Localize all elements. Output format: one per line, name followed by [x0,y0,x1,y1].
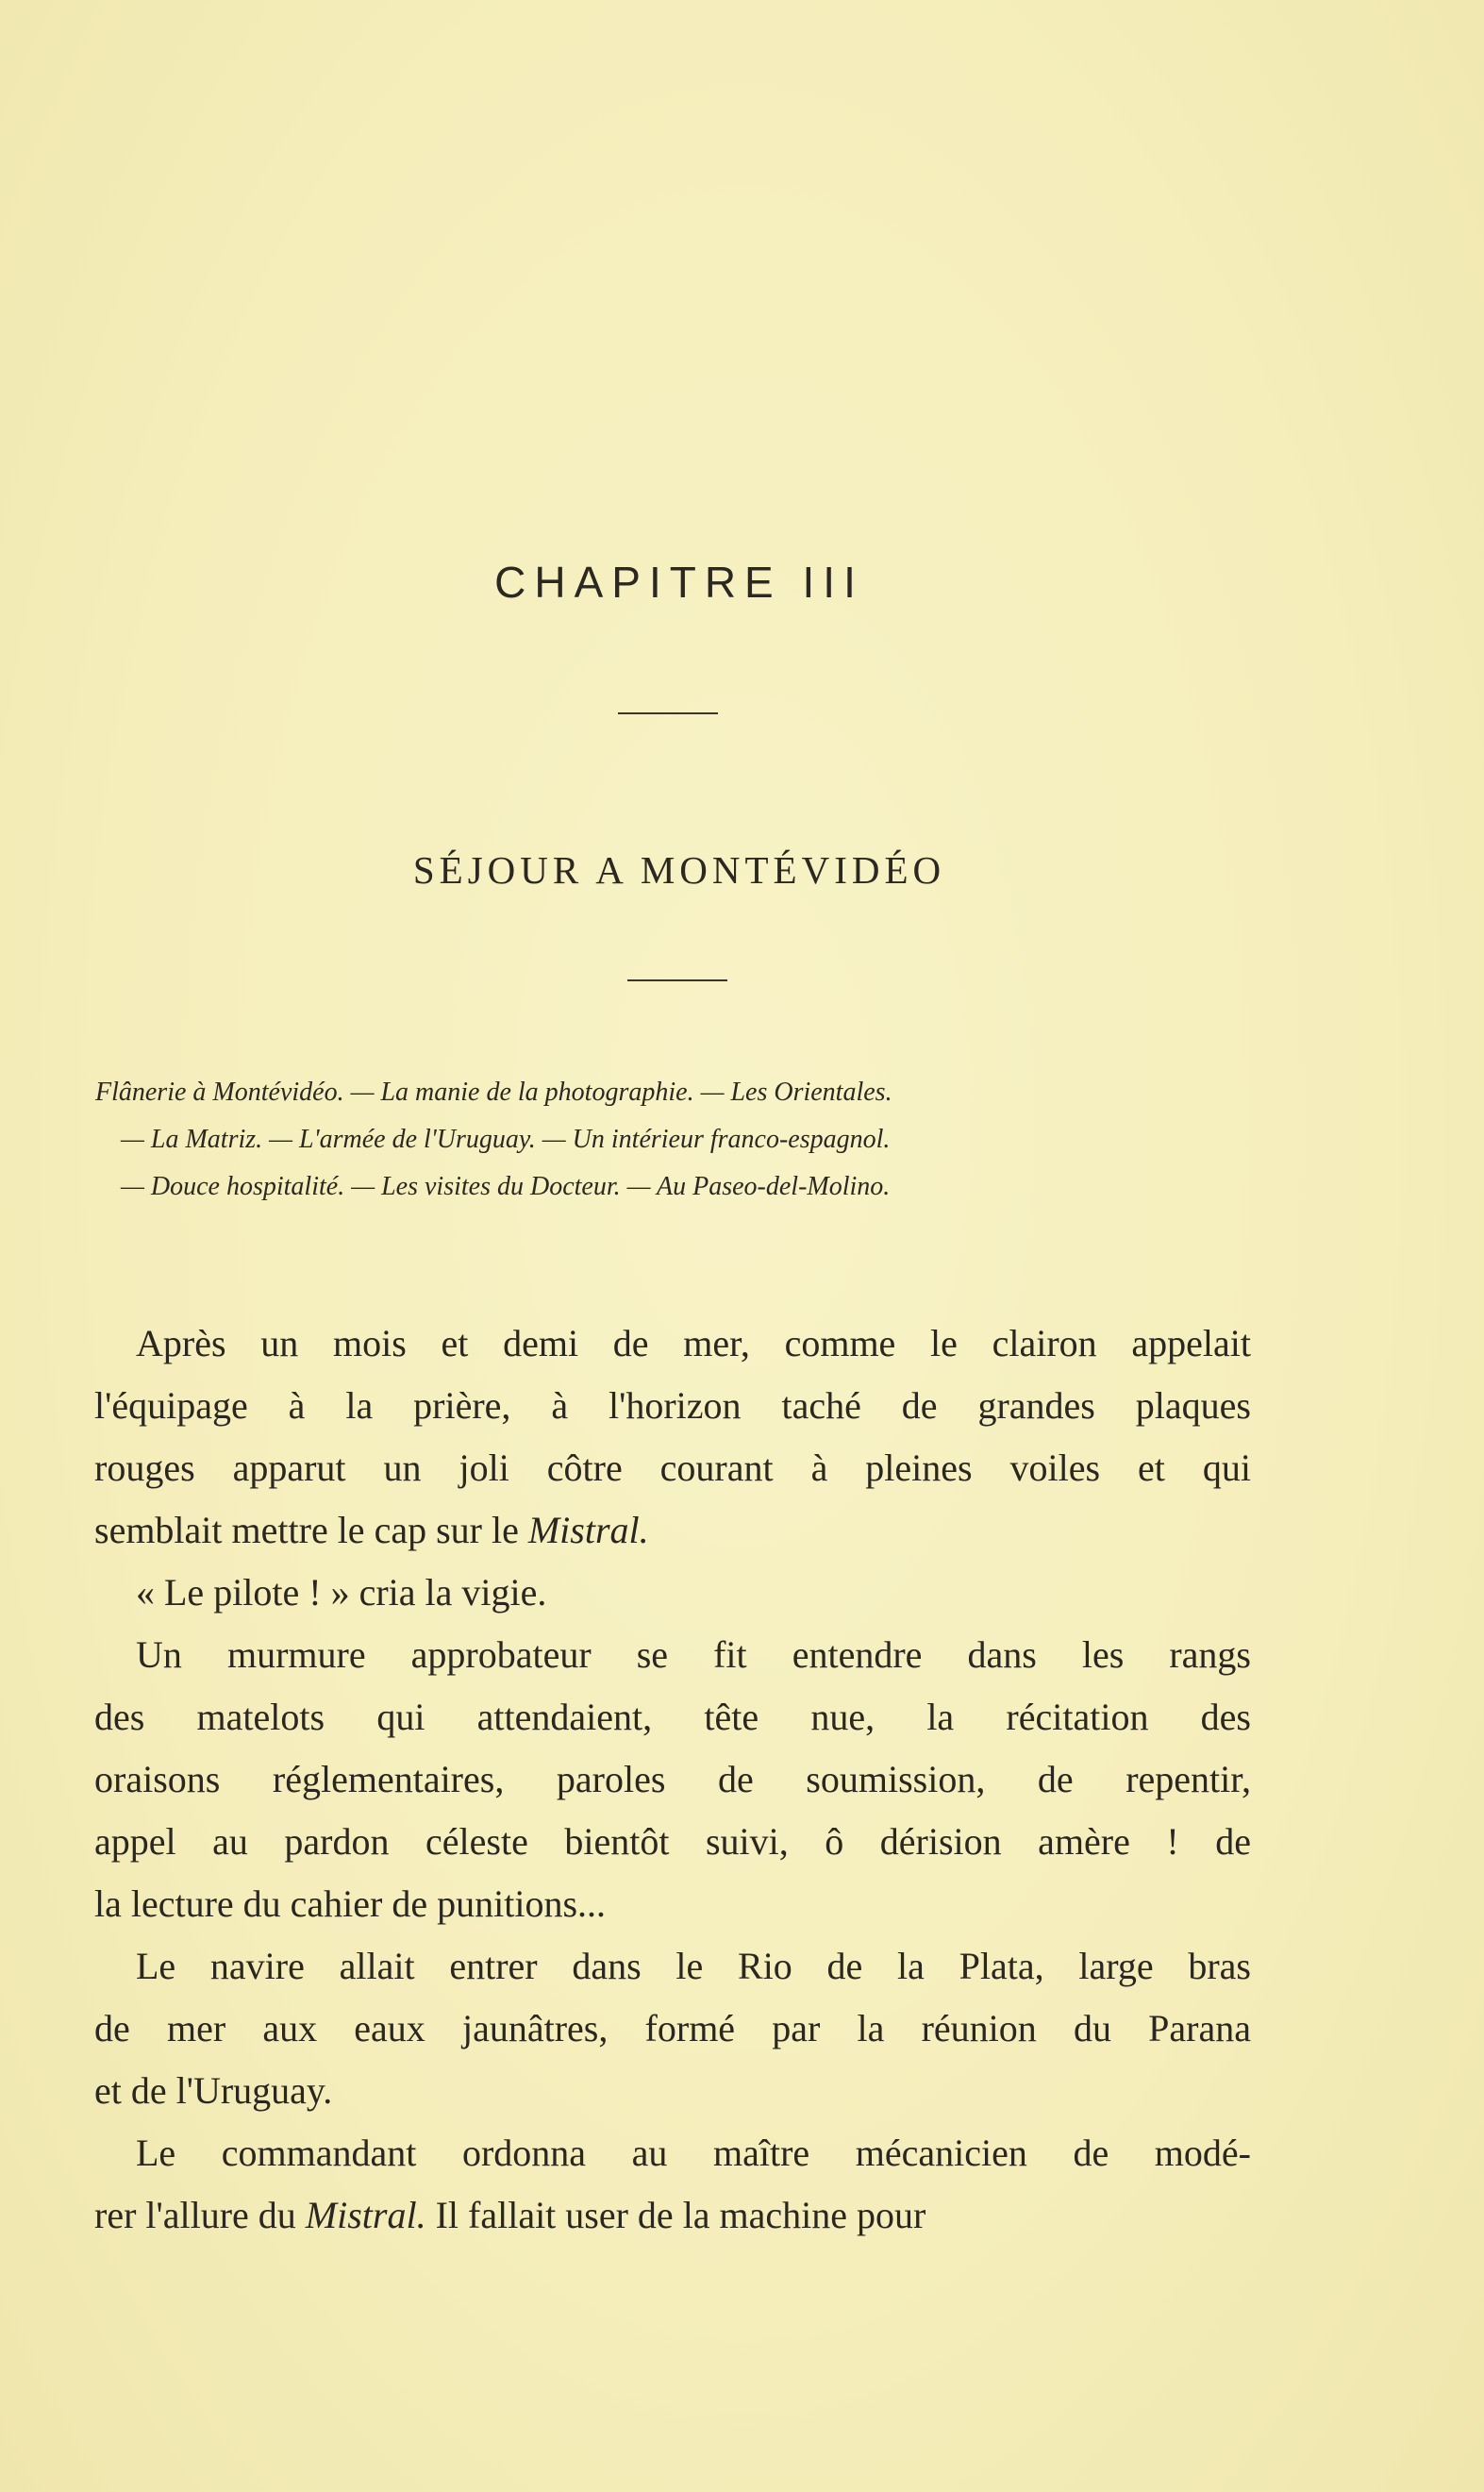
body-text: semblait mettre le cap sur le [94,1509,528,1551]
chapter-summary-line: — La Matriz. — L'armée de l'Uruguay. — Un intérieur franco-espagnol. [121,1125,891,1154]
body-text: Il fallait user de la machine pour [425,2194,926,2236]
body-text-line: la lecture du cahier de punitions... [94,1882,607,1925]
body-text-line: rouges apparut un joli côtre courant à pleines voiles et qui [94,1447,1251,1489]
body-text-line: de mer aux eaux jaunâtres, formé par la réunion du Parana [94,2007,1251,2049]
body-text-line: des matelots qui attendaient, tête nue, la récitation des [94,1696,1251,1738]
body-text-line: Le navire allait entrer dans le Rio de la Plata, large bras [136,1945,1251,1987]
body-text-line: appel au pardon céleste bientôt suivi, ô dérision amère ! de [94,1820,1251,1863]
body-text-line: et de l'Uruguay. [94,2069,333,2112]
body-text: rer l'allure du [94,2194,306,2236]
body-text-line: Un murmure approbateur se fit entendre dans les rangs [136,1633,1251,1676]
body-text-line: oraisons réglementaires, paroles de soumission, de repentir, [94,1758,1251,1800]
title-divider-top [618,712,718,714]
ship-name: Mistral. [305,2194,426,2236]
body-text-line: l'équipage à la prière, à l'horizon taché de grandes plaques [94,1384,1251,1427]
body-text-line: Après un mois et demi de mer, comme le clairon appelait [136,1322,1251,1364]
chapter-title: CHAPITRE III [494,558,864,607]
ship-name: Mistral. [527,1509,649,1551]
section-title: SÉJOUR A MONTÉVIDÉO [412,848,946,892]
chapter-summary-line: Flânerie à Montévidéo. — La manie de la photographie. — Les Orientales. [95,1078,892,1107]
chapter-summary-line: — Douce hospitalité. — Les visites du Docteur. — Au Paseo-del-Molino. [121,1172,891,1201]
body-text-line [94,2193,1251,2238]
body-text-line: Le commandant ordonna au maître mécanicien de modé- [136,2132,1251,2174]
title-divider-bottom [627,979,727,981]
body-text-line [94,1508,1251,1553]
body-text-line: « Le pilote ! » cria la vigie. [136,1571,547,1614]
